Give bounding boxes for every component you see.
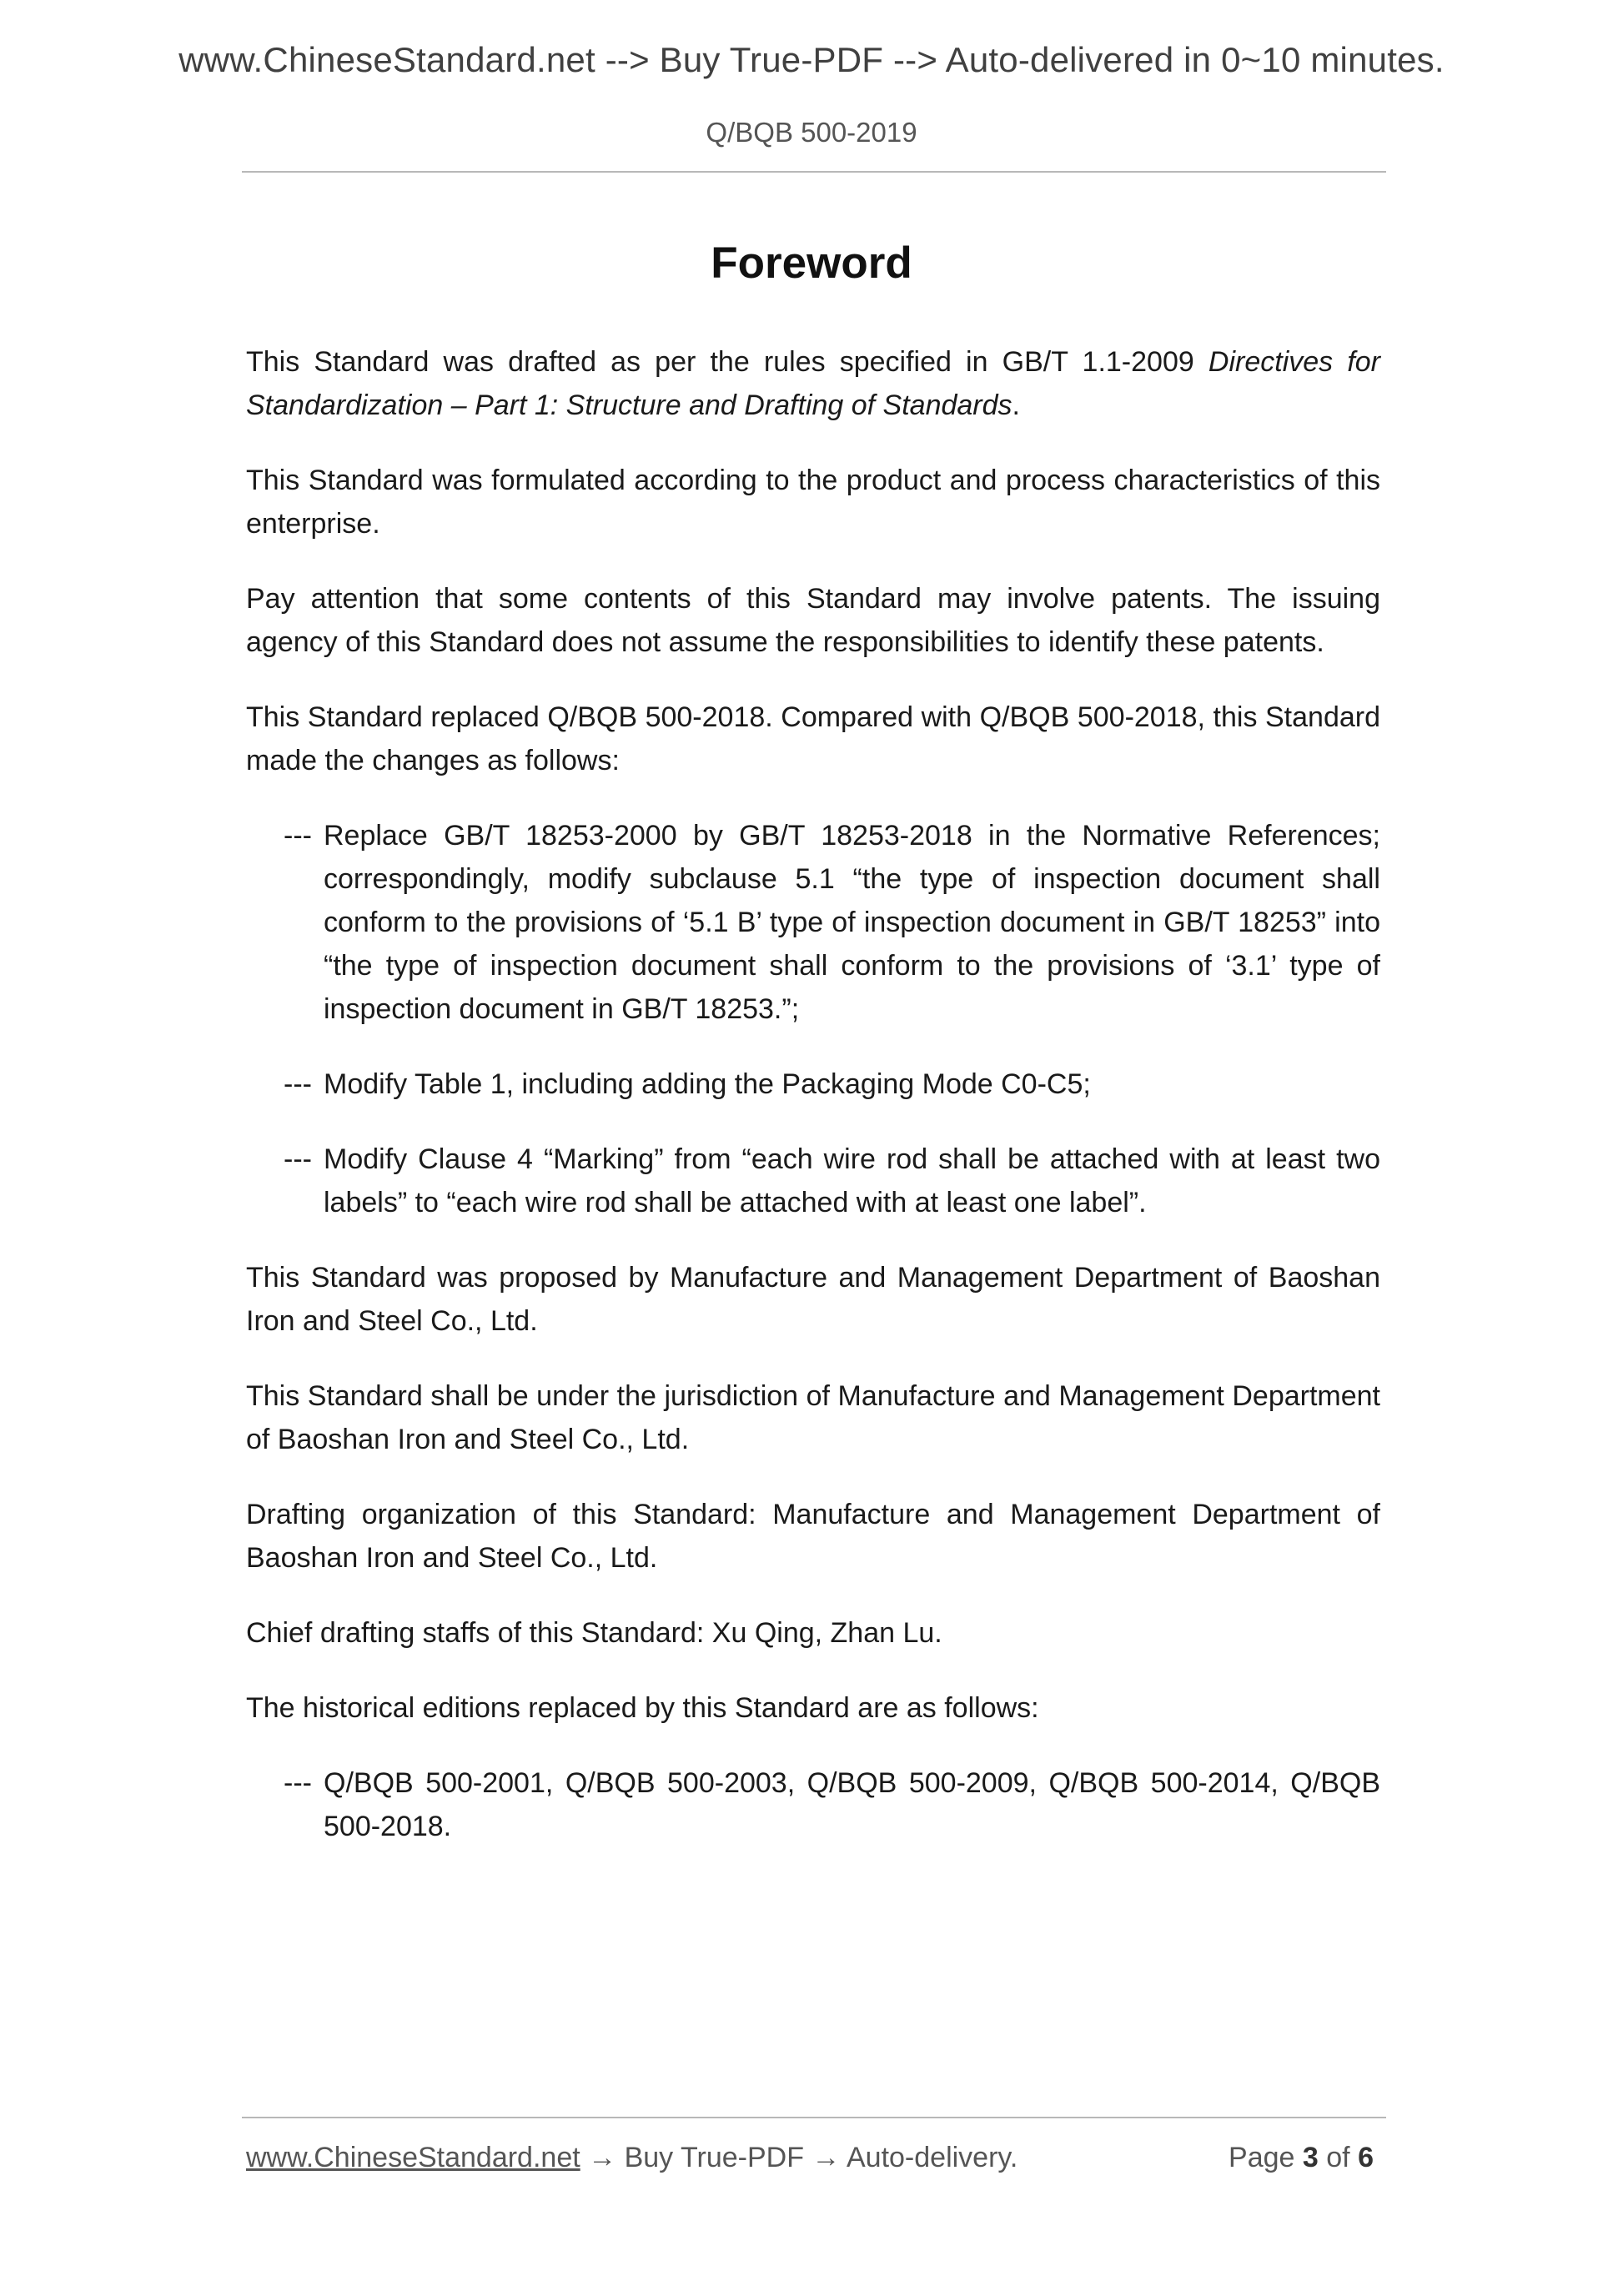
directives-title: Directives for Standardization – Part 1: Structure and Drafting of Standards (246, 346, 1380, 421)
paragraph-drafting-organization: Drafting organization of this Standard: Manufacture and Management Department of Baoshan Iron and Steel Co., Ltd. (246, 1499, 1380, 1574)
footer-site-link[interactable]: www.ChineseStandard.net (246, 2142, 580, 2173)
paragraph-drafting-rules (246, 340, 1380, 427)
paragraph-drafting-staff: Chief drafting staffs of this Standard: Xu Qing, Zhan Lu. (246, 1617, 942, 1649)
change-text: Replace GB/T 18253-2000 by GB/T 18253-2018 in the Normative References; correspondingly, modify subclause 5.1 “the type of inspection document shall conform to the provisions of ‘5.1 B’ type of inspection document in GB/T 18253” into “the type of inspection document shall conform to the provisions of ‘3.1’ type of inspection document in GB/T 18253.”; (324, 820, 1380, 1025)
footer-tagline: → Buy True-PDF → Auto-delivery. (580, 2142, 1018, 2173)
drafting-rules-end: . (1012, 389, 1020, 421)
paragraph-replacement: This Standard replaced Q/BQB 500-2018. Compared with Q/BQB 500-2018, this Standard made the changes as follows: (246, 701, 1380, 776)
paragraph-proposed-by: This Standard was proposed by Manufacture and Management Department of Baoshan Iron and Steel Co., Ltd. (246, 1262, 1380, 1337)
change-item (246, 814, 1380, 1031)
page-title: Foreword (711, 239, 912, 288)
page-label: Page (1229, 2142, 1303, 2173)
paragraph-historical-editions: The historical editions replaced by this Standard are as follows: (246, 1692, 1039, 1724)
standard-code: Q/BQB 500-2019 (706, 117, 917, 148)
of-label: of (1318, 2142, 1359, 2173)
header-divider (242, 171, 1386, 173)
change-text: Modify Table 1, including adding the Packaging Mode C0-C5; (324, 1068, 1091, 1100)
drafting-rules-text: This Standard was drafted as per the rules specified in GB/T 1.1-2009 (246, 346, 1208, 378)
change-item (246, 1138, 1380, 1224)
footer-divider (242, 2117, 1386, 2118)
paragraph-formulation: This Standard was formulated according to the product and process characteristics of this enterprise. (246, 465, 1380, 540)
list-dash: --- (284, 1767, 312, 1799)
list-dash: --- (284, 820, 312, 852)
edition-text: Q/BQB 500-2001, Q/BQB 500-2003, Q/BQB 500-2009, Q/BQB 500-2014, Q/BQB 500-2018. (324, 1767, 1380, 1842)
page-footer (246, 2142, 1380, 2183)
paragraph-patents: Pay attention that some contents of this Standard may involve patents. The issuing agency of this Standard does not assume the responsibilities to identify these patents. (246, 583, 1380, 658)
page-indicator (1229, 2142, 1374, 2174)
change-item (246, 1063, 1380, 1106)
paragraph-jurisdiction: This Standard shall be under the jurisdiction of Manufacture and Management Department of Baoshan Iron and Steel Co., Ltd. (246, 1380, 1380, 1455)
edition-item (246, 1761, 1380, 1848)
document-body (246, 340, 1380, 1880)
list-dash: --- (284, 1143, 312, 1175)
change-text: Modify Clause 4 “Marking” from “each wire rod shall be attached with at least two labels” to “each wire rod shall be attached with at least one label”. (324, 1143, 1380, 1218)
header-banner: www.ChineseStandard.net --> Buy True-PDF --> Auto-delivered in 0~10 minutes. (178, 40, 1445, 79)
page-number: 3 (1302, 2142, 1319, 2173)
footer-left (246, 2142, 1018, 2174)
page-total: 6 (1358, 2142, 1374, 2173)
list-dash: --- (284, 1068, 312, 1100)
